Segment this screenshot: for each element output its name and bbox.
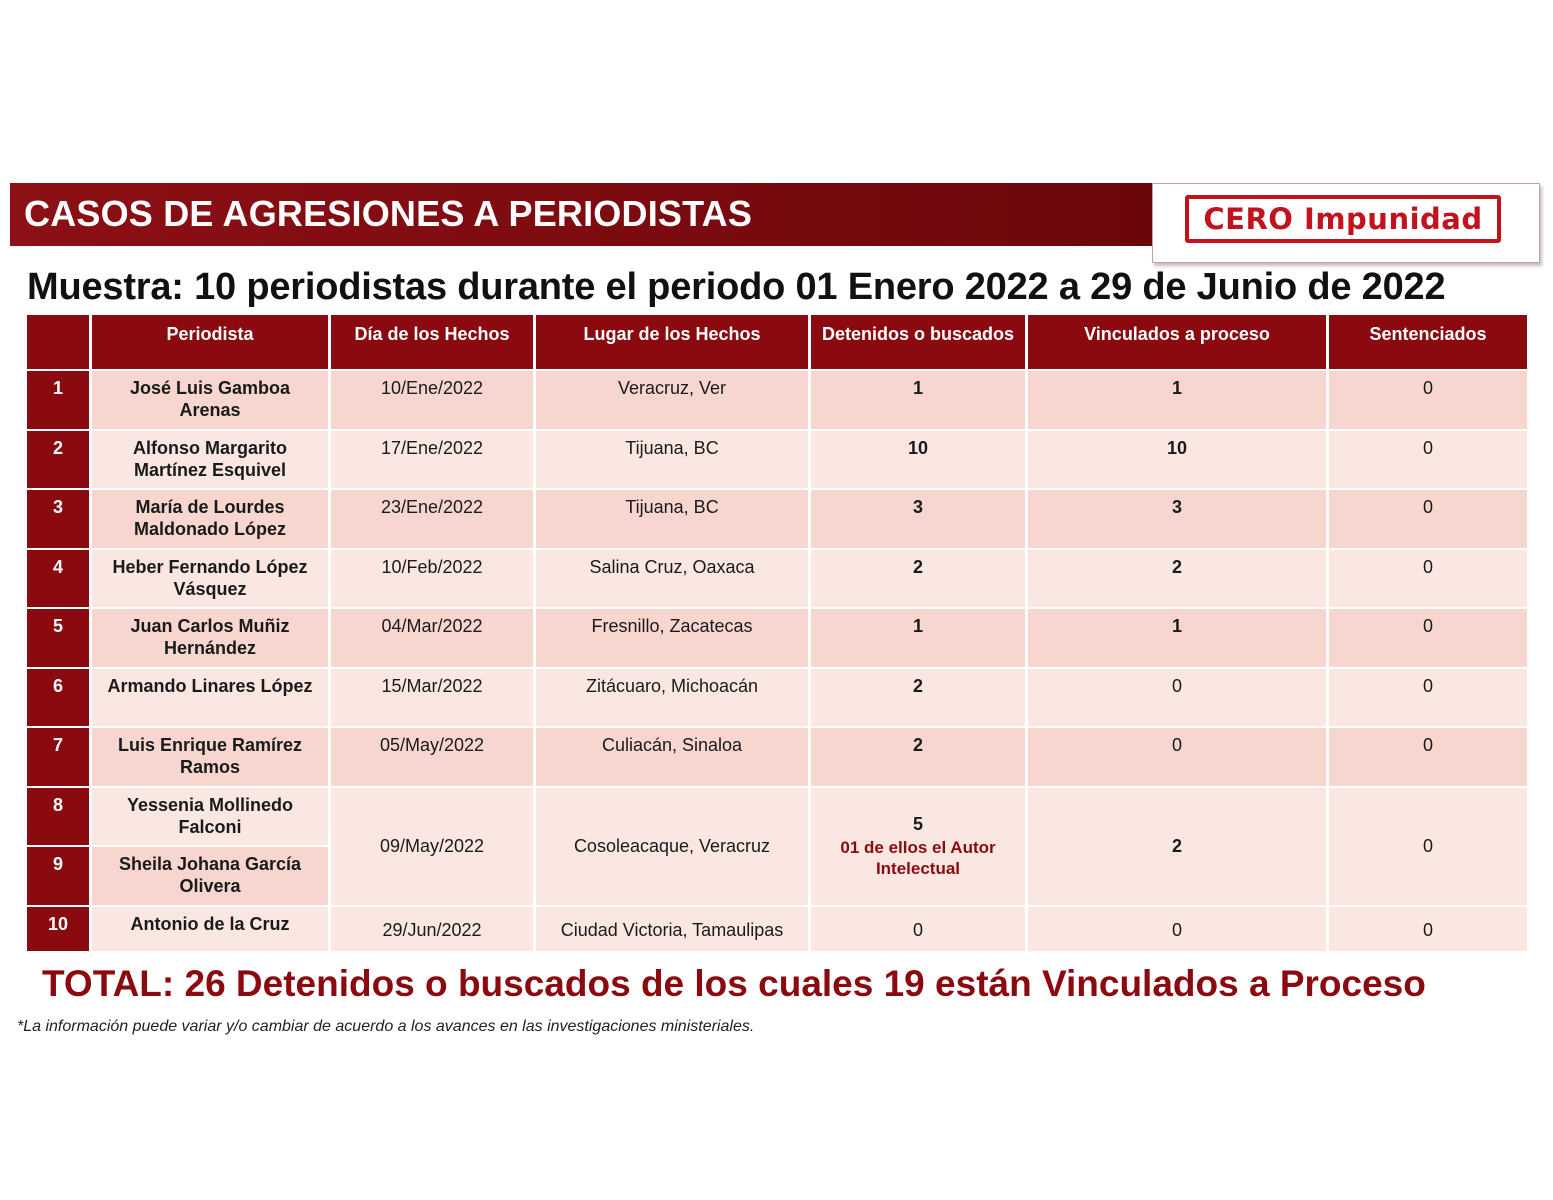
sentenced-count: 0 (1329, 609, 1527, 669)
header-periodista: Periodista (92, 315, 328, 371)
event-date: 23/Ene/2022 (331, 490, 533, 550)
event-place: Fresnillo, Zacatecas (536, 609, 808, 669)
subtitle: Muestra: 10 periodistas durante el periodo 01 Enero 2022 a 29 de Junio de 2022 (27, 266, 1446, 308)
event-place (536, 788, 808, 907)
header-detenidos: Detenidos o buscados (811, 315, 1025, 371)
linked-count (1028, 788, 1326, 907)
sentenced-count: 0 (1329, 907, 1527, 953)
sentenced-count: 0 (1329, 431, 1527, 491)
row-number: 5 (27, 609, 89, 669)
detained-count: 2 (811, 669, 1025, 729)
page-title: CASOS DE AGRESIONES A PERIODISTAS (24, 193, 753, 234)
journalist-name: José Luis Gamboa Arenas (92, 371, 328, 431)
event-date: 10/Feb/2022 (331, 550, 533, 610)
cero-impunidad-stamp (1185, 195, 1501, 243)
header-num (27, 315, 89, 371)
event-place: Salina Cruz, Oaxaca (536, 550, 808, 610)
linked-count: 10 (1028, 431, 1326, 491)
detained-count: 10 (811, 431, 1025, 491)
event-date: 10/Ene/2022 (331, 371, 533, 431)
event-date: 17/Ene/2022 (331, 431, 533, 491)
row-number: 7 (27, 728, 89, 788)
intellectual-author-note: 01 de ellos el Autor Intelectual (840, 838, 996, 878)
stamp-text: CERO Impunidad (1203, 202, 1483, 236)
journalist-name: Sheila Johana García Olivera (92, 847, 328, 907)
event-date: 29/Jun/2022 (331, 907, 533, 953)
merged-detained-text: 5 (912, 814, 923, 834)
sentenced-count: 0 (1329, 728, 1527, 788)
detained-count: 1 (811, 609, 1025, 669)
detained-count: 3 (811, 490, 1025, 550)
sentenced-count: 0 (1329, 490, 1527, 550)
linked-count: 0 (1028, 907, 1326, 953)
event-place: Tijuana, BC (536, 431, 808, 491)
row-number: 9 (27, 847, 89, 907)
journalist-name: María de Lourdes Maldonado López (92, 490, 328, 550)
row-number: 8 (27, 788, 89, 848)
row-number: 3 (27, 490, 89, 550)
linked-count: 1 (1028, 371, 1326, 431)
cases-table (27, 315, 1517, 953)
linked-count: 2 (1028, 550, 1326, 610)
detained-count: 1 (811, 371, 1025, 431)
merged-linked-text: 2 (1171, 836, 1182, 856)
detained-count: 2 (811, 550, 1025, 610)
linked-count: 1 (1028, 609, 1326, 669)
journalist-name: Antonio de la Cruz (92, 907, 328, 953)
stamp-box (1152, 183, 1540, 263)
header-sentenciados: Sentenciados (1329, 315, 1527, 371)
journalist-name: Juan Carlos Muñiz Hernández (92, 609, 328, 669)
merged-place-text: Cosoleacaque, Veracruz (573, 836, 771, 856)
event-place: Culiacán, Sinaloa (536, 728, 808, 788)
detained-count: 2 (811, 728, 1025, 788)
journalist-name: Armando Linares López (92, 669, 328, 729)
header-lugar: Lugar de los Hechos (536, 315, 808, 371)
sentenced-count: 0 (1329, 371, 1527, 431)
header-vinculados: Vinculados a proceso (1028, 315, 1326, 371)
event-place: Zitácuaro, Michoacán (536, 669, 808, 729)
event-date (331, 788, 533, 907)
event-date: 04/Mar/2022 (331, 609, 533, 669)
sentenced-count: 0 (1329, 669, 1527, 729)
linked-count: 0 (1028, 728, 1326, 788)
linked-count: 0 (1028, 669, 1326, 729)
event-place: Tijuana, BC (536, 490, 808, 550)
journalist-name: Yessenia Mollinedo Falconi (92, 788, 328, 848)
row-number: 4 (27, 550, 89, 610)
row-number: 2 (27, 431, 89, 491)
sentenced-count: 0 (1329, 550, 1527, 610)
event-date: 15/Mar/2022 (331, 669, 533, 729)
event-place: Veracruz, Ver (536, 371, 808, 431)
merged-sentenced-text: 0 (1422, 836, 1433, 856)
header-dia: Día de los Hechos (331, 315, 533, 371)
journalist-name: Alfonso Margarito Martínez Esquivel (92, 431, 328, 491)
event-place: Ciudad Victoria, Tamaulipas (536, 907, 808, 953)
detained-count: 0 (811, 907, 1025, 953)
detained-count (811, 788, 1025, 907)
title-bar (10, 183, 1160, 246)
journalist-name: Luis Enrique Ramírez Ramos (92, 728, 328, 788)
sentenced-count (1329, 788, 1527, 907)
row-number: 1 (27, 371, 89, 431)
linked-count: 3 (1028, 490, 1326, 550)
footnote: *La información puede variar y/o cambiar de acuerdo a los avances en las investigaciones ministeriales. (17, 1018, 755, 1035)
event-date: 05/May/2022 (331, 728, 533, 788)
row-number: 6 (27, 669, 89, 729)
journalist-name: Heber Fernando López Vásquez (92, 550, 328, 610)
total-summary: TOTAL: 26 Detenidos o buscados de los cuales 19 están Vinculados a Proceso (42, 963, 1426, 1004)
merged-date-text: 09/May/2022 (379, 836, 485, 856)
row-number: 10 (27, 907, 89, 953)
